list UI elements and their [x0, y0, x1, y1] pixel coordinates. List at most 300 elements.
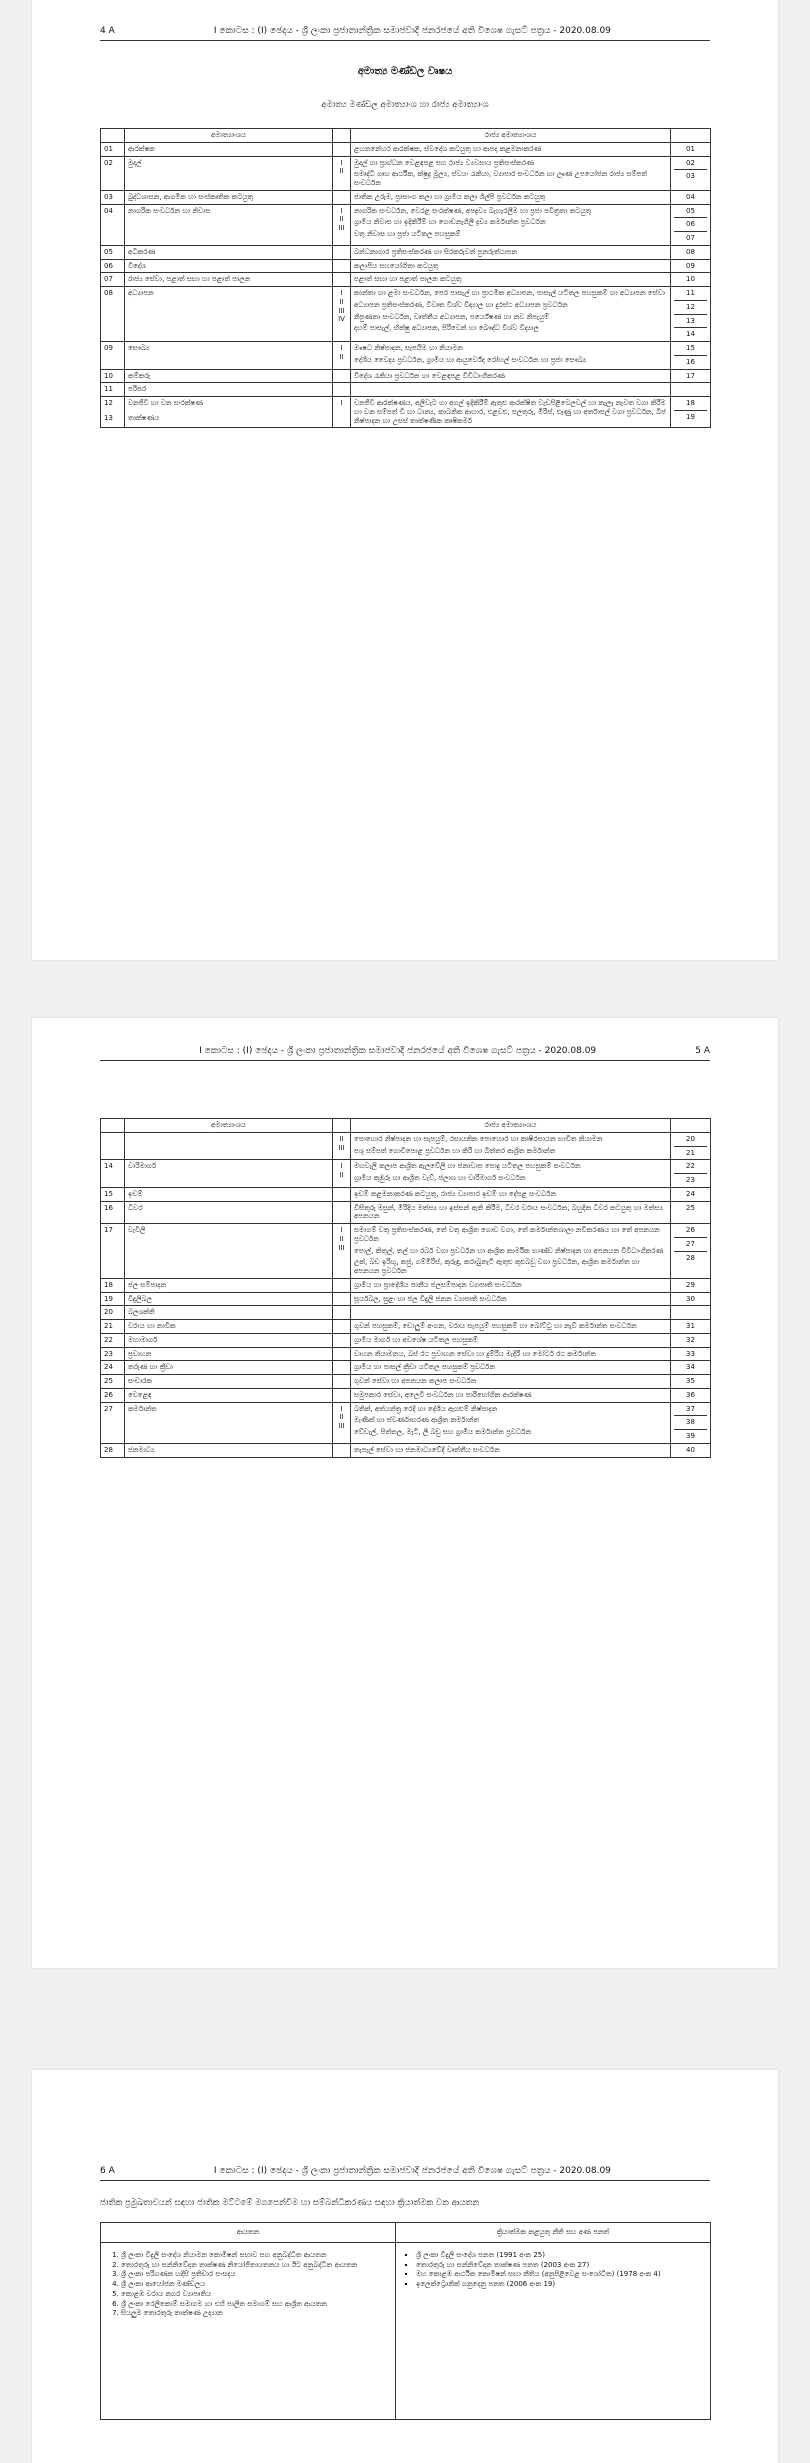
state-ministry-cell — [351, 1402, 671, 1443]
table-row — [101, 1361, 711, 1375]
state-ministry-name: කලාපීය සහයෝගිතා කටයුතු — [354, 261, 439, 270]
state-number: 13 — [674, 317, 707, 329]
state-number-cell — [671, 1375, 711, 1389]
state-number: 31 — [686, 1322, 695, 1330]
table-row — [101, 1333, 711, 1347]
institution-item: 2. තොරතුරු හා සන්නිවේදන තාක්ෂණ නියෝජිතායතනය හා ඊට අනුබද්ධිත ආයතන — [121, 2261, 389, 2270]
state-number: 36 — [686, 1390, 695, 1399]
table-row — [101, 2242, 711, 2419]
state-ministry-name: ග්‍රාමීය කුඹුරු හා ආශ්‍රිත වැව්, ජලාශ හා වාරිමාර්ග සංවර්ධන — [354, 1174, 526, 1182]
table-header-row — [101, 1119, 711, 1133]
roman-numeral: II — [339, 352, 344, 361]
state-number: 01 — [686, 144, 695, 153]
state-number: 16 — [686, 357, 695, 366]
row-number-cell — [101, 1443, 125, 1457]
state-number-cell — [671, 1201, 711, 1224]
roman-numeral: IV — [338, 315, 345, 324]
state-number: 30 — [686, 1294, 695, 1303]
table-row — [101, 1320, 711, 1334]
state-ministry-name: ගුවන් පහසුකම්, ඩොලුම් අංගන, වරාය සැපයුම් පහසුකම් හා බෝට්ටු හා නැව් කර්මාන්ත සංවර්ධන — [354, 1322, 637, 1330]
ministry-cell — [125, 287, 333, 342]
row-number-cell — [101, 1347, 125, 1361]
state-number: 39 — [686, 1432, 695, 1440]
ministry-name: සෞඛ්‍ය — [128, 344, 150, 352]
state-ministry-name: සූර්යබල, සුළං හා ජල විදුලි ජනන ව්‍යාපෘති සංවර්ධන — [354, 1294, 507, 1303]
row-number-cell — [101, 287, 125, 342]
state-number-cell — [671, 287, 711, 342]
ministry-cell — [125, 204, 333, 245]
state-ministry-cell — [351, 1388, 671, 1402]
ministry-cell — [125, 1361, 333, 1375]
state-ministry-name: වතු නිවාස හා ප්‍රජා යටිතල පහසුකම් — [354, 230, 461, 238]
ministry-table — [100, 1118, 711, 1458]
page-header — [100, 26, 710, 41]
state-number-cell — [671, 1361, 711, 1375]
roman-numeral: I — [340, 1162, 343, 1171]
row-number: 17 — [104, 1226, 113, 1234]
state-ministry-cell — [351, 342, 671, 370]
state-ministry-cell — [351, 204, 671, 245]
gazette-page-4a — [32, 0, 778, 960]
row-number: 18 — [104, 1280, 113, 1289]
state-ministry-name: බතික්, අත්යන්ත්‍ර රෙදි හා දේශීය ඇගළුම් නිෂ්පාදන — [354, 1404, 498, 1413]
row-number-cell — [101, 1160, 125, 1188]
header-cell-institutions: ආයතන — [101, 2223, 396, 2243]
table-row — [101, 245, 711, 259]
state-ministry-cell — [351, 142, 671, 156]
state-number: 29 — [686, 1280, 695, 1289]
roman-cell — [333, 273, 351, 287]
state-number: 25 — [686, 1203, 695, 1212]
state-number: 07 — [686, 234, 695, 242]
roman-numeral: I — [340, 158, 343, 167]
state-ministry-name: ඉඩම් කළමනාකරණ කටයුතු, රාජ්‍ය ව්‍යාපාර ඉඩම් හා දේපළ සංවර්ධන — [354, 1189, 557, 1198]
state-ministry-name: පොල්, කිතුල්, තල් හා රබර් වගා ප්‍රවර්ධන හා ආශ්‍රිත කාර්මික භාණ්ඩ නිෂ්පාදන හා අපනයන විවිධාංගීකරණ — [354, 1246, 664, 1255]
state-ministry-name: අධ්‍යාපන ප්‍රතිසංස්කරණ, විවෘත විශ්ව විද්‍යාල හා දුරස්ථ අධ්‍යාපන ප්‍රවර්ධන — [354, 300, 568, 309]
state-number-cell — [671, 245, 711, 259]
page-number-right: 5 A — [695, 1046, 710, 1056]
state-ministry-name: විසිතුරු මසුන්, මිරිදිය මත්ස්‍ය හා ඉස්සන් ඇති කිරීම, ධීවර වරාය සංවර්ධන, බහුදින ධීවර කටයුතු හා මත්ස්‍ය අපනයන — [354, 1203, 663, 1221]
state-ministry-name: ග්‍රාමීය මාර්ග හා අවශේෂ යටිතල පහසුකම් — [354, 1335, 478, 1344]
state-number: 06 — [674, 220, 707, 232]
state-ministry-name: ග්‍රාමීය නිවාස හා ඉදිකිරීම් හා ගොඩනැගිලි ද්‍රව්‍ය කර්මාන්ත ප්‍රවර්ධන — [354, 218, 546, 227]
state-number: 19 — [686, 412, 695, 421]
table-row — [101, 397, 711, 428]
state-number-cell — [671, 1402, 711, 1443]
ministry-name: සංචාරක — [128, 1377, 153, 1385]
state-number-cell — [671, 259, 711, 273]
row-number: 04 — [104, 206, 113, 215]
state-ministry-cell — [351, 1320, 671, 1334]
row-number-cell — [101, 369, 125, 383]
ministry-name: වරාය හා නාවික — [128, 1322, 176, 1330]
roman-numeral: II — [339, 1234, 344, 1243]
law-item: ▪ ඉලෙක්ට්‍රොනික් ගනුදෙනු පනත (2006 අංක 19) — [416, 2280, 704, 2289]
header-cell-roman — [333, 129, 351, 143]
header-cell-num — [671, 129, 711, 143]
table-row — [101, 1160, 711, 1188]
state-ministry-cell — [351, 190, 671, 204]
row-number-cell — [101, 1388, 125, 1402]
state-number: 20 — [674, 1135, 707, 1147]
institution-item: 1. ශ්‍රී ලංකා විදුලි සංදේශ නියාමන කොමිෂන් සභාව සහ අනුබද්ධිත ආයතන — [121, 2251, 389, 2260]
state-number: 23 — [686, 1176, 695, 1184]
roman-numeral: II — [339, 215, 344, 224]
roman-cell — [333, 1388, 351, 1402]
state-ministry-name: වනජීවී ආරක්ෂණය, අලිවැට හා අගල් ඉදිකිරීම් ඇතුළු ආරක්ෂිත වැඩපිළිවෙලවල් හා කැලෑ නැවත වගා කිරීම හා වන සම්පත් වි හා ධාන්‍ය, කාබනික ආහාර, එළවළු, පලතුරු, මිරිස්, ළූණු හා අර්තාපල් වගා ප්‍රවර්ධන, බීජ නිෂ්පාදන හා උසස් තාක්ෂණික කෘෂිකර්ම — [354, 399, 666, 425]
roman-cell — [333, 1375, 351, 1389]
state-number-cell — [671, 1160, 711, 1188]
roman-numeral: III — [338, 1143, 345, 1152]
state-number: 35 — [686, 1377, 695, 1385]
state-number: 37 — [674, 1405, 707, 1417]
table-row — [101, 342, 711, 370]
state-number-cell — [671, 142, 711, 156]
state-ministry-name: උක්, බඩ ඉරිඟු, කජු, ගම්මිරිස්, කුරුඳු, කරාබුනැටි ඇතුළු කුළුබඩු වගා ප්‍රවර්ධන, ආශ්‍රිත කර්මාන්ත හා අපනයන ප්‍රවර්ධන — [354, 1258, 640, 1275]
state-number-cell — [671, 397, 711, 428]
state-ministry-name: දහම් පාසැල්, භික්ෂු අධ්‍යාපන, පිරිවෙන් හා බෞද්ධ විශ්ව විද්‍යාල — [354, 324, 539, 333]
roman-cell — [333, 1224, 351, 1279]
state-number-cell — [671, 1292, 711, 1306]
state-number: 27 — [674, 1240, 707, 1252]
row-number-cell — [101, 342, 125, 370]
state-ministry-cell — [351, 1292, 671, 1306]
state-ministry-cell — [351, 273, 671, 287]
institutions-cell — [101, 2242, 396, 2419]
state-ministry-cell — [351, 397, 671, 428]
roman-numeral: I — [340, 206, 343, 215]
header-cell-ministry: අමාත්‍යාංශය — [125, 129, 333, 143]
state-ministry-name: දේශීය වෛද්‍ය ප්‍රවර්ධන, ග්‍රාමීය හා ආයුර්වේද රෝහල් සංවර්ධන හා ප්‍රජා සෞඛ්‍ය — [354, 355, 587, 364]
state-number: 22 — [674, 1162, 707, 1174]
row-number: 09 — [104, 344, 113, 352]
roman-cell — [333, 245, 351, 259]
row-number-cell — [101, 142, 125, 156]
ministry-name: කම්කරු — [128, 371, 151, 380]
ministry-cell — [125, 273, 333, 287]
roman-numeral: I — [340, 1404, 343, 1413]
roman-numeral: I — [340, 289, 343, 297]
state-ministry-name: තැපැල් සේවා හා ජනමාධ්‍යවේදී වෘත්තීය සංවර්ධන — [354, 1445, 500, 1454]
ministry-cell — [125, 190, 333, 204]
ministry-name: වැවිලි — [128, 1226, 146, 1234]
table-row — [101, 190, 711, 204]
state-number-cell — [671, 383, 711, 397]
section-intro: ජාතික ප්‍රමුඛතාවයන් සඳහා ජාතික මට්ටමේ මගපෙන්වීම හා සම්බන්ධීකරණය සඳහා ක්‍රියාත්මක වන ආයතන — [100, 2198, 480, 2208]
state-ministry-name: සමාගම් වතු ප්‍රතිසංස්කරණ, තේ වතු ආශ්‍රිත ගොඩ වගා, තේ කර්මාන්තශාලා නවීකරණය හා තේ අපනයන ප්‍රවර්ධන — [354, 1226, 660, 1243]
row-number: 25 — [104, 1377, 113, 1385]
ministry-cell — [125, 1347, 333, 1361]
roman-numeral: III — [338, 1243, 345, 1252]
table-row — [101, 1375, 711, 1389]
roman-numeral: I — [340, 399, 343, 407]
roman-numeral: III — [338, 224, 345, 232]
state-number-cell — [671, 1388, 711, 1402]
table-row — [101, 259, 711, 273]
state-number: 40 — [686, 1445, 695, 1454]
table-row — [101, 1443, 711, 1457]
state-number: 04 — [686, 192, 695, 201]
ministry-name: වෙළෙඳ — [128, 1390, 152, 1399]
table-row — [101, 1306, 711, 1320]
ministry-name: බුද්ධශාසන, ආගමික හා සංස්කෘතික කටයුතු — [128, 192, 254, 201]
state-ministry-name: වාහන නියාමනය, බස් රථ ප්‍රවාහන සේවා හා දුම්රිය මැදිරි හා මෝටර් රථ කර්මාන්ත — [354, 1349, 596, 1358]
roman-cell — [333, 259, 351, 273]
table-row — [101, 1201, 711, 1224]
ministry-name: කර්මාන්ත — [128, 1404, 157, 1413]
state-number-cell — [671, 342, 711, 370]
state-ministry-cell — [351, 245, 671, 259]
ministry-table — [100, 128, 711, 428]
state-number: 32 — [686, 1335, 695, 1344]
row-number-cell — [101, 273, 125, 287]
row-number-cell — [101, 1402, 125, 1443]
state-ministry-name: ග්‍රාමීය හා ප්‍රාදේශීය පානීය ජලසම්පාදන ව්‍යාපෘති සංවර්ධන — [354, 1280, 522, 1289]
row-number: 23 — [104, 1349, 113, 1358]
state-ministry-cell — [351, 1278, 671, 1292]
laws-list — [402, 2251, 704, 2289]
table-row — [101, 1388, 711, 1402]
state-number: 18 — [674, 399, 707, 411]
ministry-name: ප්‍රවාහන — [128, 1349, 152, 1358]
ministry-cell — [125, 142, 333, 156]
row-number: 15 — [104, 1189, 113, 1198]
state-ministry-name: නාගරික සංවර්ධන, වෙරළ සංරක්ෂණ, අපද්‍රව්‍ය බැහැරලීම හා ප්‍රජා පවිත්‍රතා කටයුතු — [354, 206, 592, 215]
state-number: 14 — [686, 330, 695, 339]
state-number: 21 — [686, 1148, 695, 1157]
roman-numeral: II — [339, 1171, 344, 1179]
roman-cell — [333, 1187, 351, 1201]
header-cell-no — [101, 1119, 125, 1133]
state-ministry-cell — [351, 1187, 671, 1201]
table-header-row — [101, 129, 711, 143]
state-number: 02 — [674, 159, 707, 171]
table-row — [101, 383, 711, 397]
ministry-name: අධ්‍යාපන — [128, 289, 154, 297]
ministry-name: විදුලිබල — [128, 1294, 152, 1303]
ministry-cell — [125, 1132, 333, 1160]
ministry-name: ඉඩම් — [128, 1189, 143, 1198]
ministry-name: මුදල් — [128, 158, 142, 167]
state-ministry-cell — [351, 1361, 671, 1375]
state-number-cell — [671, 190, 711, 204]
state-ministry-name: සමුපකාර සේවා, අලෙවි සංවර්ධන හා පාරිභෝගික ආරක්ෂණ — [354, 1390, 532, 1399]
state-number: 05 — [674, 207, 707, 219]
roman-cell — [333, 1402, 351, 1443]
state-number: 33 — [686, 1349, 695, 1358]
state-number: 11 — [674, 289, 707, 301]
ministry-name: වාරිමාර්ග — [128, 1162, 157, 1171]
page-header — [100, 1046, 710, 1061]
ministry-cell — [125, 1443, 333, 1457]
roman-numeral: I — [340, 344, 343, 352]
state-number-cell — [671, 273, 711, 287]
table-row — [101, 273, 711, 287]
state-number-cell — [671, 1278, 711, 1292]
ministry-cell — [125, 383, 333, 397]
row-number: 16 — [104, 1203, 113, 1212]
gazette-page-5a — [32, 1018, 778, 1968]
ministry-cell — [125, 1224, 333, 1279]
row-number: 22 — [104, 1335, 113, 1344]
row-number: 24 — [104, 1363, 113, 1372]
state-ministry-name: මුදල් හා ප්‍රාග්ධන වෙළඳපළ සහ රාජ්‍ය ව්‍යවසාය ප්‍රතිසංස්කරණ — [354, 158, 534, 167]
row-number: 14 — [104, 1162, 113, 1171]
row-number-cell — [101, 1306, 125, 1320]
roman-cell — [333, 1132, 351, 1160]
institution-item: 4. ශ්‍රී ලංකා ආයෝජන මණ්ඩලය — [121, 2280, 389, 2289]
state-ministry-name: ග්‍රාමීය හා පාසල් ක්‍රීඩා යටිතල පහසුකම් ප්‍රවර්ධන — [354, 1363, 496, 1372]
ministry-cell — [125, 1306, 333, 1320]
row-number-cell — [101, 190, 125, 204]
row-number-cell — [101, 1224, 125, 1279]
header-cell-roman — [333, 1119, 351, 1133]
roman-cell — [333, 204, 351, 245]
table-row — [101, 1347, 711, 1361]
state-ministry-cell — [351, 1347, 671, 1361]
ministry-cell — [125, 156, 333, 190]
state-ministry-name: සමෘද්ධි ගෘහ ආර්ථික, ක්ෂුද්‍ර මූල්‍ය, ස්වයං රැකියා, ව්‍යාපාර සංවර්ධන හා ඌණ උපයෝජන රාජ්‍ය සම්පත් සංවර්ධන — [354, 170, 647, 187]
row-number: 03 — [104, 192, 113, 201]
state-number: 34 — [686, 1363, 695, 1372]
row-number-cell — [101, 1201, 125, 1224]
ministry-cell — [125, 245, 333, 259]
row-number-cell — [101, 1320, 125, 1334]
state-ministry-name: වේවැල්, පිත්තල, මැටි, ලී බඩු සහ ග්‍රාමීය කර්මාන්ත ප්‍රවර්ධන — [354, 1428, 532, 1436]
laws-cell — [396, 2242, 711, 2419]
roman-cell — [333, 1292, 351, 1306]
institutions-list — [107, 2251, 389, 2318]
state-number: 28 — [686, 1253, 695, 1262]
table-row — [101, 1187, 711, 1201]
roman-cell — [333, 142, 351, 156]
table-row — [101, 287, 711, 342]
row-number: 20 — [104, 1308, 113, 1317]
state-ministry-cell — [351, 259, 671, 273]
roman-cell — [333, 156, 351, 190]
state-number-cell — [671, 156, 711, 190]
ministry-name: තාක්ෂණය — [128, 413, 160, 422]
ministry-name: පරිසර — [128, 385, 147, 394]
page-header — [100, 2166, 710, 2181]
state-ministry-name: කාන්තා හා ළමා සංවර්ධන, පෙර පාසැල් හා ප්‍රාථමික අධ්‍යාපන, පාසැල් යටිතල පහසුකම් හා අධ්‍යාපන සේවා — [354, 289, 665, 297]
roman-numeral: III — [338, 1422, 345, 1430]
ministry-name: ආරක්ෂක — [128, 144, 155, 153]
state-ministry-name: ළහනනේහර ආරක්ෂක, ස්වදේශ කටයුතු හා ආපදා කළමනාකරණ — [354, 144, 542, 153]
row-number: 26 — [104, 1390, 113, 1399]
state-ministry-cell — [351, 1306, 671, 1320]
header-title: I කොටස : (I) ඡෙදය - ශ්‍රී ලංකා ප්‍රජාතාන්ත්‍රික සමාජවාදී ජනරජයේ අති විශෙෂ ගැසට් පත්‍රය - 2020.08.09 — [213, 2166, 611, 2176]
roman-cell — [333, 190, 351, 204]
state-ministry-name: මැණික් හා ස්වර්ණාභරණ ආශ්‍රිත කර්මාන්ත — [354, 1416, 480, 1425]
institution-item: 5. කොළඹ වරාය නගර ව්‍යාපෘතිය — [121, 2290, 389, 2299]
roman-cell — [333, 1320, 351, 1334]
state-ministry-name: ගුවන් සේවා හා අපනයන කලාප සංවර්ධන — [354, 1377, 477, 1385]
law-item: ▪ ශ්‍රී ලංකා විදුලි සංදේශ පනත (1991 අංක 25) — [416, 2251, 704, 2260]
ministry-cell — [125, 259, 333, 273]
row-number: 12 — [104, 399, 113, 407]
ministry-name: බලශක්ති — [128, 1308, 155, 1317]
header-cell-state-ministry: රාජ්‍ය අමාත්‍යාංශය — [351, 1119, 671, 1133]
header-cell-state-ministry: රාජ්‍ය අමාත්‍යාංශය — [351, 129, 671, 143]
law-item: ▪ මහ කොළඹ ආර්ථික කොමිෂන් සභා නීතිය (අනුපිළිවෙළ සංශෝධිත) (1978 අංක 4) — [416, 2270, 704, 2279]
ministry-cell — [125, 1333, 333, 1347]
roman-cell — [333, 1361, 351, 1375]
ministry-cell — [125, 397, 333, 428]
row-number: 19 — [104, 1294, 113, 1303]
state-ministry-cell — [351, 1132, 671, 1160]
state-ministry-cell — [351, 156, 671, 190]
header-cell-no — [101, 129, 125, 143]
page-number: 4 A — [100, 26, 115, 36]
state-number-cell — [671, 1132, 711, 1160]
state-number-cell — [671, 1187, 711, 1201]
roman-numeral: III — [338, 306, 345, 315]
ministry-cell — [125, 342, 333, 370]
state-number-cell — [671, 1320, 711, 1334]
state-number: 08 — [686, 247, 695, 256]
roman-cell — [333, 287, 351, 342]
row-number-cell — [101, 204, 125, 245]
table-row — [101, 204, 711, 245]
table-row — [101, 142, 711, 156]
state-number: 09 — [686, 261, 695, 270]
state-ministry-cell — [351, 1333, 671, 1347]
state-number: 15 — [674, 344, 707, 356]
state-ministry-name: පශු සම්පත් ගොවිපොළ ප්‍රවර්ධන හා කිරි හා බිත්තර ආශ්‍රිත කර්මාන්ත — [354, 1146, 556, 1155]
ministry-cell — [125, 369, 333, 383]
state-number-cell — [671, 1347, 711, 1361]
roman-cell — [333, 1278, 351, 1292]
state-number: 24 — [686, 1189, 695, 1198]
row-number: 11 — [104, 385, 113, 394]
state-ministry-name: බන්ධනාගාර ප්‍රතිසංස්කරණ හා සිරකරුවන් පුනරුත්ථාපන — [354, 247, 518, 256]
ministry-name: රාජ්‍ය සේවා, පළාත් සභා හා පළාත් පාලන — [128, 275, 251, 284]
row-number-cell — [101, 1278, 125, 1292]
state-number: 12 — [674, 303, 707, 315]
state-number-cell — [671, 1333, 711, 1347]
row-number: 28 — [104, 1445, 113, 1454]
state-ministry-cell — [351, 369, 671, 383]
state-number-cell — [671, 1306, 711, 1320]
state-ministry-name: නිපුණතා සංවර්ධන, වෘත්තීය අධ්‍යාපන, පර්යේෂණ හා නව නිපැයුම් — [354, 312, 550, 321]
row-number-cell — [101, 156, 125, 190]
state-number-cell — [671, 1443, 711, 1457]
ministry-cell — [125, 1292, 333, 1306]
header-cell-num — [671, 1119, 711, 1133]
table-row — [101, 1132, 711, 1160]
ministry-cell — [125, 1388, 333, 1402]
table-row — [101, 1278, 711, 1292]
row-number: 02 — [104, 158, 113, 167]
state-ministry-name: පොහොර නිෂ්පාදන හා සැපයුම්, රසායනික පොහොර හා කෘෂිරසායන භාවිත නියාමන — [354, 1134, 603, 1143]
ministry-name: තරුණ හා ක්‍රීඩා — [128, 1363, 173, 1372]
row-number: 27 — [104, 1404, 113, 1413]
ministry-name: මහාමාර්ග — [128, 1335, 158, 1344]
roman-numeral: II — [339, 297, 344, 306]
table-header-row — [101, 2223, 711, 2243]
law-item: ▪ තොරතුරු හා සන්නිවේදන තාක්ෂණ පනත (2003 අංක 27) — [416, 2261, 704, 2270]
ministry-name: ජනමාධ්‍ය — [128, 1445, 155, 1454]
state-ministry-cell — [351, 1375, 671, 1389]
institution-item: 7. සියලුම තොරතුරු තාක්ෂණ උද්‍යාන — [121, 2309, 389, 2318]
ministry-name: විදේශ — [128, 261, 146, 270]
state-number: 10 — [686, 275, 695, 284]
header-cell-ministry: අමාත්‍යාංශය — [125, 1119, 333, 1133]
state-number: 17 — [686, 371, 695, 380]
row-number-cell — [101, 1333, 125, 1347]
roman-numeral: II — [339, 1413, 344, 1422]
